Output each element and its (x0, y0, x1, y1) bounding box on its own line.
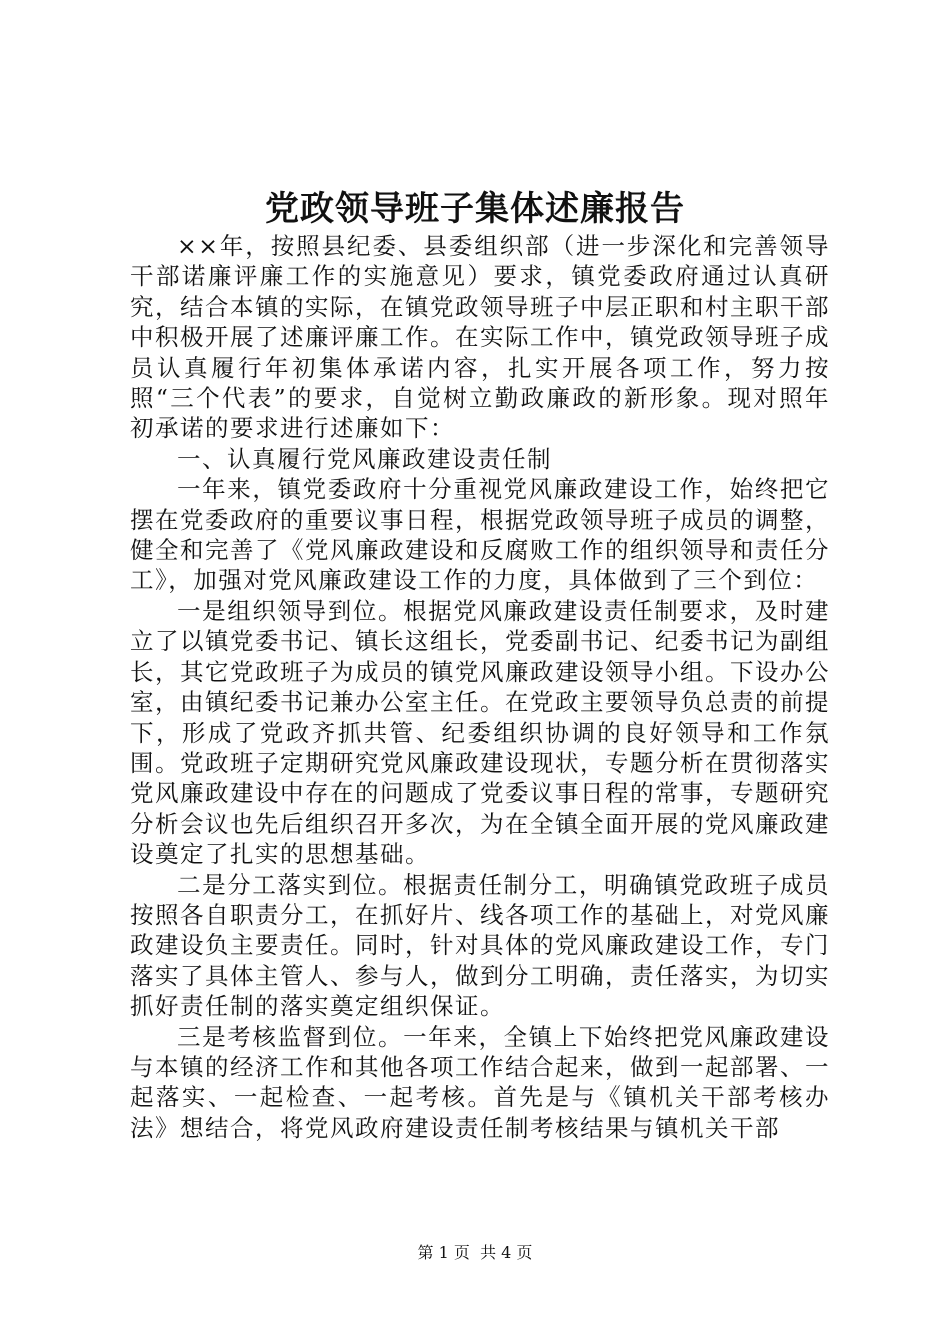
document-title: 党政领导班子集体述廉报告 (265, 189, 685, 229)
document-body (130, 231, 830, 1143)
paragraph-organization: 一是组织领导到位。根据党风廉政建设责任制要求，及时建立了以镇党委书记、镇长这组长，党委副书记、纪委书记为副组长，其它党政班子为成员的镇党风廉政建设领导小组。下设办公室，由镇纪委书记兼办公室主任。在党政主要领导负总责的前提下，形成了党政齐抓共管、纪委组织协调的良好领导和工作氛围。党政班子定期研究党风廉政建设现状，专题分析在贯彻落实党风廉政建设中存在的问题成了党委议事日程的常事，专题研究分析会议也先后组织召开多次，为在全镇全面开展的党风廉政建设奠定了扎实的思想基础。 (130, 596, 830, 869)
paragraph-intro: ××年，按照县纪委、县委组织部（进一步深化和完善领导干部诺廉评廉工作的实施意见）要求，镇党委政府通过认真研究，结合本镇的实际，在镇党政领导班子中层正职和村主职干部中积极开展了述廉评廉工作。在实际工作中，镇党政领导班子成员认真履行年初集体承诺内容，扎实开展各项工作，努力按照“三个代表”的要求，自觉树立勤政廉政的新形象。现对照年初承诺的要求进行述廉如下： (130, 232, 830, 443)
section-heading: 一、认真履行党风廉政建设责任制 (177, 444, 552, 473)
page-footer (0, 1242, 950, 1264)
paragraph-assessment: 三是考核监督到位。一年来，全镇上下始终把党风廉政建设与本镇的经济工作和其他各项工作结合起来，做到一起部署、一起落实、一起检查、一起考核。首先是与《镇机关干部考核办法》想结合，将党风政府建设责任制考核结果与镇机关干部 (130, 1022, 830, 1142)
paragraph-division: 二是分工落实到位。根据责任制分工，明确镇党政班子成员按照各自职责分工，在抓好片、线各项工作的基础上，对党风廉政建设负主要责任。同时，针对具体的党风廉政建设工作，专门落实了具体主管人、参与人，做到分工明确，责任落实，为切实抓好责任制的落实奠定组织保证。 (130, 870, 830, 1021)
page-number: 第 1 页 共 4 页 (417, 1243, 533, 1262)
paragraph-overview: 一年来，镇党委政府十分重视党风廉政建设工作，始终把它摆在党委政府的重要议事日程，根据党政领导班子成员的调整，健全和完善了《党风廉政建设和反腐败工作的组织领导和责任分工》，加强对党风廉政建设工作的力度，具体做到了三个到位： (130, 475, 830, 595)
